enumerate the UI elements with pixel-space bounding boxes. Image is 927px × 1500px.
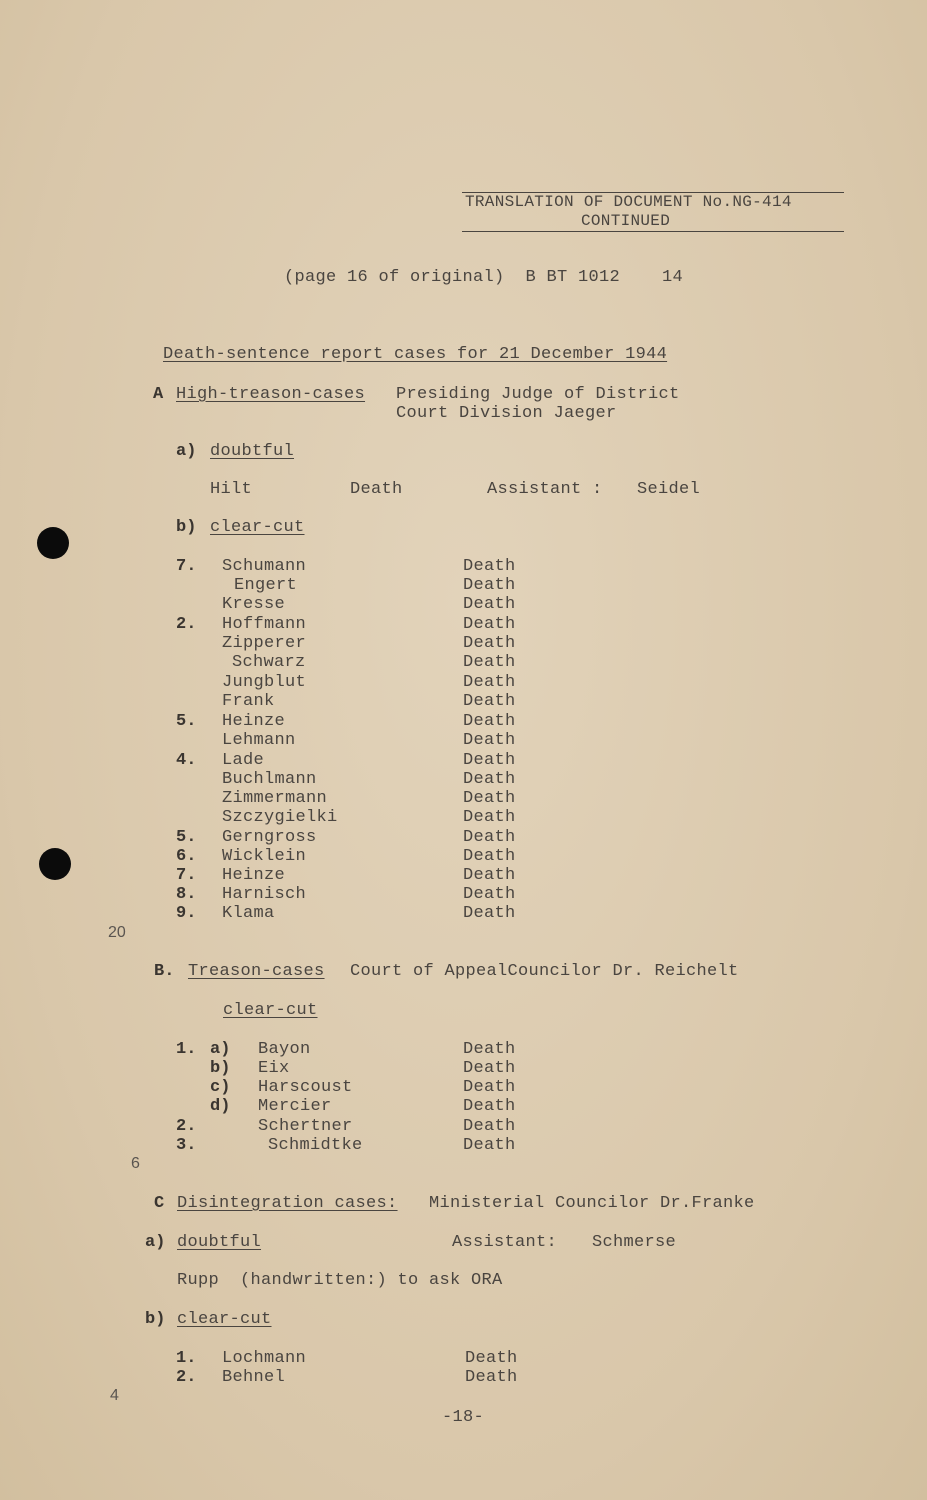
table-row-name: Zipperer [222, 634, 307, 653]
table-row-name: Harscoust [258, 1078, 353, 1097]
section-b-clearcut-label: clear-cut [223, 1001, 318, 1020]
row-mark: 6. [176, 847, 197, 866]
table-row-verdict: Death [463, 1117, 516, 1136]
table-row-name: Heinze [222, 866, 286, 885]
row-mark: 7. [176, 866, 197, 885]
table-row-name: Eix [258, 1059, 290, 1078]
row-number: 2. [176, 1117, 197, 1136]
table-row-name: Schertner [258, 1117, 353, 1136]
table-row-verdict: Death [463, 828, 516, 847]
table-row-name: Buchlmann [222, 770, 317, 789]
margin-count-section-a: 20 [108, 924, 126, 941]
table-row-name: Zimmermann [222, 789, 328, 808]
table-row-name: Lade [222, 751, 265, 770]
row-number: 3. [176, 1136, 197, 1155]
section-c-clearcut-mark: b) [145, 1310, 166, 1329]
table-row-name: Lehmann [222, 731, 296, 750]
row-sub: b) [210, 1059, 231, 1078]
table-row-verdict: Death [463, 904, 516, 923]
table-row-verdict: Death [465, 1349, 518, 1368]
table-row-verdict: Death [463, 1059, 516, 1078]
header-line2: CONTINUED [581, 212, 671, 230]
row-number: 2. [176, 1368, 197, 1387]
section-b-court: Court of AppealCouncilor Dr. Reichelt [350, 962, 739, 981]
section-c-doubtful-mark: a) [145, 1233, 166, 1252]
row-mark: 7. [176, 557, 197, 576]
section-a-heading: High-treason-cases [176, 385, 366, 404]
table-row-verdict: Death [463, 692, 516, 711]
section-c-note: Rupp (handwritten:) to ask ORA [177, 1271, 503, 1290]
table-row-verdict: Death [463, 847, 516, 866]
row-mark: 2. [176, 615, 197, 634]
table-row-verdict: Death [463, 673, 516, 692]
table-row-verdict: Death [463, 808, 516, 827]
table-row-verdict: Death [463, 751, 516, 770]
section-a-clearcut-mark: b) [176, 518, 197, 537]
table-row-verdict: Death [463, 557, 516, 576]
section-a-doubtful-mark: a) [176, 442, 197, 461]
table-row-name: Schumann [222, 557, 307, 576]
table-row-verdict: Death [463, 712, 516, 731]
table-row-name: Wicklein [222, 847, 307, 866]
document-title: Death-sentence report cases for 21 December 1944 [163, 345, 668, 364]
section-c-clearcut-label: clear-cut [177, 1310, 272, 1329]
section-c-mark: C [154, 1194, 165, 1213]
punch-hole-top [37, 527, 69, 559]
doubtful-assistant-label: Assistant : [487, 480, 603, 499]
table-row-name: Szczygielki [222, 808, 338, 827]
table-row-verdict: Death [463, 653, 516, 672]
punch-hole-bottom [39, 848, 71, 880]
section-a-mark: A [153, 385, 164, 404]
table-row-name: Hoffmann [222, 615, 307, 634]
table-row-name: Behnel [222, 1368, 286, 1387]
table-row-name: Harnisch [222, 885, 307, 904]
section-c-councilor: Ministerial Councilor Dr.Franke [429, 1194, 755, 1213]
table-row-name: Frank [222, 692, 275, 711]
row-number: 1. [176, 1349, 197, 1368]
row-mark: 5. [176, 828, 197, 847]
section-c-doubtful-label: doubtful [177, 1233, 262, 1252]
row-sub: a) [210, 1040, 231, 1059]
doubtful-name: Hilt [210, 480, 253, 499]
table-row-verdict: Death [463, 1097, 516, 1116]
section-c-heading: Disintegration cases: [177, 1194, 398, 1213]
table-row-name: Engert [234, 576, 298, 595]
section-c-assistant-label: Assistant: [452, 1233, 558, 1252]
table-row-verdict: Death [463, 1040, 516, 1059]
table-row-name: Heinze [222, 712, 286, 731]
doubtful-verdict: Death [350, 480, 403, 499]
row-mark: 4. [176, 751, 197, 770]
table-row-name: Kresse [222, 595, 286, 614]
table-row-verdict: Death [463, 595, 516, 614]
table-row-name: Jungblut [222, 673, 307, 692]
row-mark: 8. [176, 885, 197, 904]
table-row-verdict: Death [463, 770, 516, 789]
section-a-judge-line1: Presiding Judge of District [396, 385, 680, 404]
table-row-name: Gerngross [222, 828, 317, 847]
section-b-mark: B. [154, 962, 175, 981]
doubtful-assistant: Seidel [637, 480, 701, 499]
page-number: -18- [442, 1408, 485, 1427]
table-row-name: Lochmann [222, 1349, 307, 1368]
table-row-verdict: Death [463, 576, 516, 595]
section-c-assistant: Schmerse [592, 1233, 677, 1252]
page-reference: (page 16 of original) B BT 1012 14 [284, 268, 684, 287]
table-row-name: Bayon [258, 1040, 311, 1059]
row-sub: c) [210, 1078, 231, 1097]
margin-count-section-c: 4 [110, 1387, 119, 1404]
table-row-name: Mercier [258, 1097, 332, 1116]
table-row-verdict: Death [465, 1368, 518, 1387]
section-a-doubtful-label: doubtful [210, 442, 295, 461]
section-a-clearcut-label: clear-cut [210, 518, 305, 537]
table-row-verdict: Death [463, 634, 516, 653]
row-sub: d) [210, 1097, 231, 1116]
row-mark: 9. [176, 904, 197, 923]
table-row-name: Klama [222, 904, 275, 923]
section-a-judge-line2: Court Division Jaeger [396, 404, 617, 423]
table-row-verdict: Death [463, 789, 516, 808]
header-line1: TRANSLATION OF DOCUMENT No.NG-414 [465, 193, 792, 211]
table-row-verdict: Death [463, 731, 516, 750]
table-row-verdict: Death [463, 885, 516, 904]
table-row-verdict: Death [463, 615, 516, 634]
section-b-heading: Treason-cases [188, 962, 325, 981]
row-number: 1. [176, 1040, 197, 1059]
margin-count-section-b: 6 [131, 1155, 140, 1172]
table-row-verdict: Death [463, 1078, 516, 1097]
table-row-verdict: Death [463, 1136, 516, 1155]
table-row-name: Schmidtke [268, 1136, 363, 1155]
table-row-verdict: Death [463, 866, 516, 885]
row-mark: 5. [176, 712, 197, 731]
table-row-name: Schwarz [232, 653, 306, 672]
